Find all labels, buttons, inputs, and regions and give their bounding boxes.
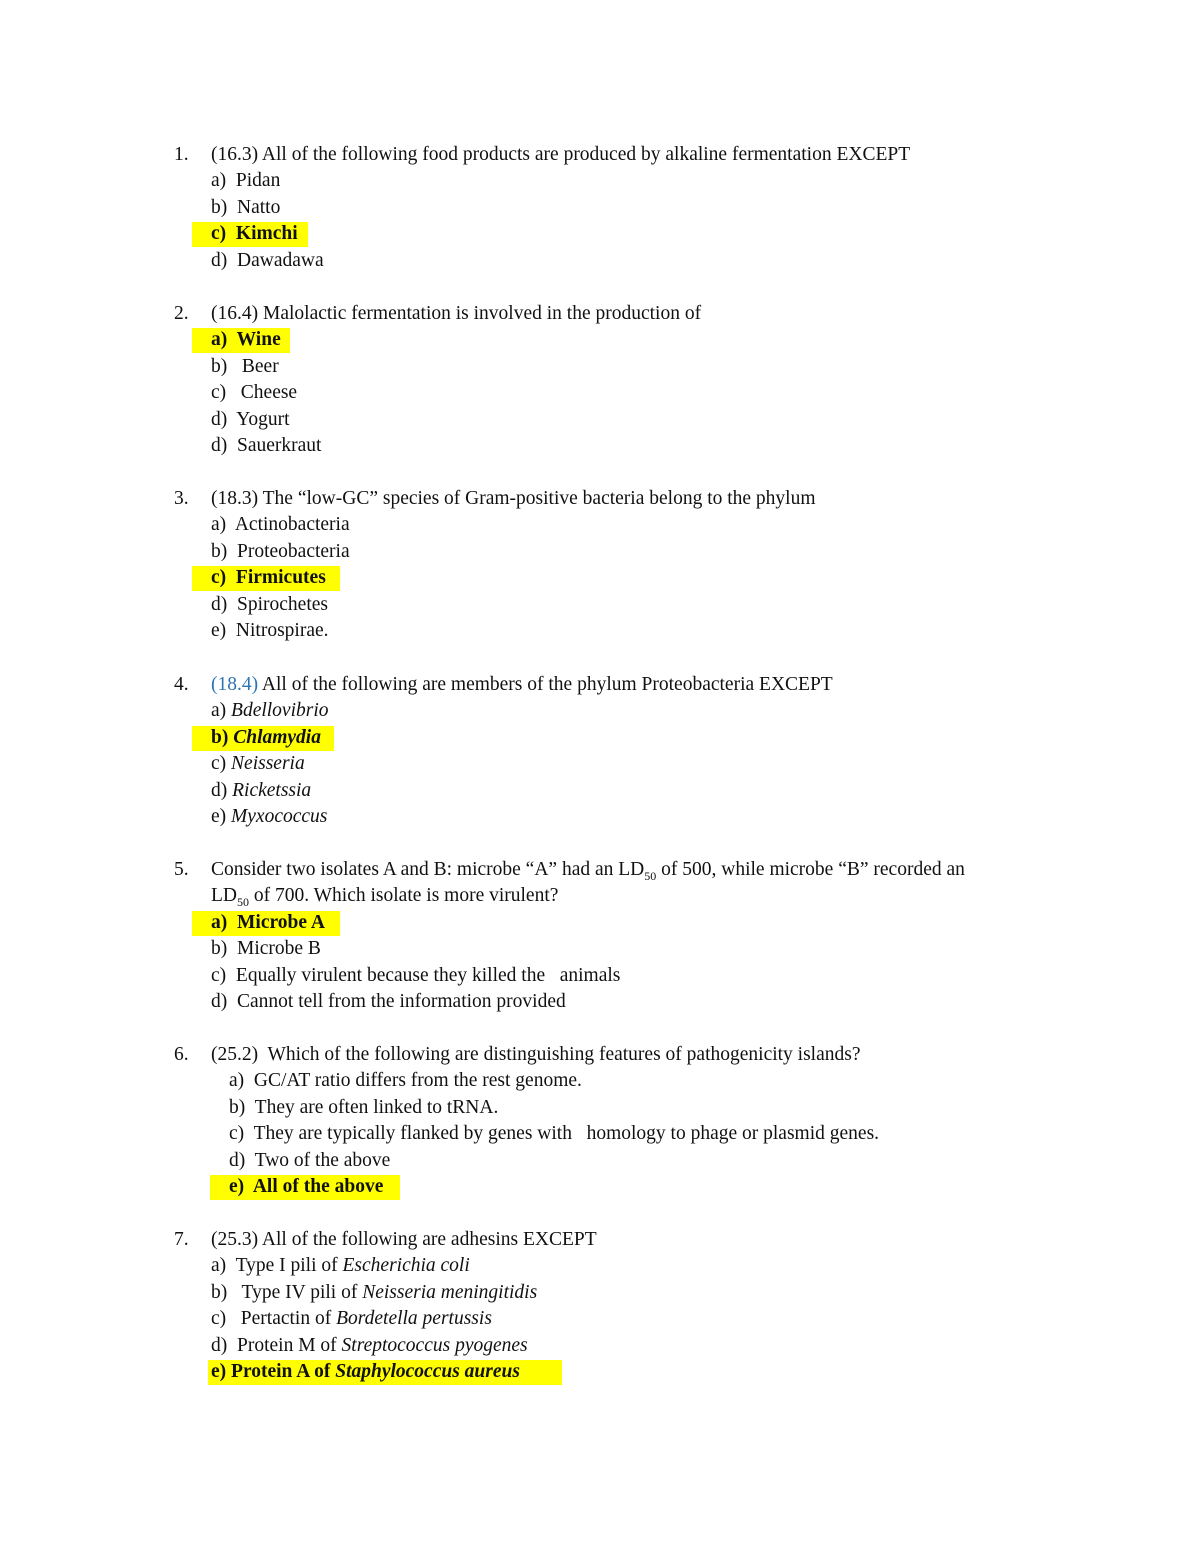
option-a: a) Type I pili of Escherichia coli [211, 1255, 470, 1277]
option-c: c) Equally virulent because they killed the animals [211, 964, 621, 986]
question-number: 7. [174, 1229, 189, 1250]
option-b: b) Microbe B [211, 938, 321, 960]
section-ref: (18.3) [211, 488, 259, 509]
option-b: b) Natto [211, 196, 281, 218]
option-e: d) Sauerkraut [211, 435, 322, 457]
question-number: 2. [174, 303, 189, 324]
option-e: e) Nitrospirae. [211, 620, 329, 642]
question-text: (25.3) All of the following are adhesins EXCEPT [211, 1229, 597, 1250]
question-text: (18.3) The “low-GC” species of Gram-positive bacteria belong to the phylum [211, 488, 816, 509]
question-number: 5. [174, 859, 189, 880]
option-a-correct: a) Wine [174, 327, 1074, 354]
option-b-correct: b) Chlamydia [174, 725, 1074, 752]
option-c: c) Pertactin of Bordetella pertussis [211, 1308, 492, 1330]
section-ref: (16.3) [211, 144, 259, 165]
option-e-correct: e) Protein A of Staphylococcus aureus [174, 1359, 1074, 1386]
question-text: (16.4) Malolactic fermentation is involved in the production of [211, 303, 702, 324]
question-number: 4. [174, 674, 189, 695]
option-a: a) Pidan [211, 170, 281, 192]
question-7 [174, 1227, 1074, 1386]
question-number: 6. [174, 1044, 189, 1065]
option-a: a) Actinobacteria [211, 514, 350, 536]
section-ref: (25.2) [211, 1044, 259, 1065]
option-d: d) Dawadawa [211, 249, 324, 271]
question-5 [174, 857, 1074, 1016]
question-2 [174, 301, 1074, 460]
question-number: 3. [174, 488, 189, 509]
option-d: d) Protein M of Streptococcus pyogenes [211, 1334, 528, 1356]
question-1 [174, 142, 1074, 274]
option-b: b) Proteobacteria [211, 540, 350, 562]
option-e-correct: e) All of the above [174, 1174, 1074, 1201]
option-a: a) Bdellovibrio [211, 700, 329, 722]
option-d: d) Ricketssia [211, 779, 312, 801]
option-a: a) GC/AT ratio differs from the rest genome. [229, 1070, 582, 1092]
option-c: c) Neisseria [211, 753, 305, 775]
option-b: b) They are often linked to tRNA. [229, 1096, 499, 1118]
question-text: (16.3) All of the following food products are produced by alkaline fermentation EXCEPT [211, 144, 911, 165]
question-6 [174, 1042, 1074, 1201]
question-4 [174, 672, 1074, 831]
option-d: d) Yogurt [211, 408, 290, 430]
section-ref: (16.4) [211, 303, 259, 324]
question-text-line-1: Consider two isolates A and B: microbe “A” had an $LD_{50}$ of 500, while microbe “B” recorded an [211, 859, 965, 883]
option-c-correct: c) Kimchi [174, 221, 1074, 248]
option-e: e) Myxococcus [211, 806, 328, 828]
option-c: c) Cheese [211, 382, 298, 404]
section-ref-link[interactable]: (18.4) [211, 674, 259, 695]
question-text: (25.2) Which of the following are distinguishing features of pathogenicity islands? [211, 1044, 861, 1065]
option-b: b) Beer [211, 355, 279, 377]
question-text: (18.4) All of the following are members of the phylum Proteobacteria EXCEPT [211, 674, 833, 695]
option-c: c) They are typically flanked by genes with homology to phage or plasmid genes. [229, 1123, 880, 1145]
option-b: b) Type IV pili of Neisseria meningitidis [211, 1281, 538, 1303]
option-a-correct: a) Microbe A [174, 910, 1074, 937]
question-3 [174, 486, 1074, 645]
question-number: 1. [174, 144, 189, 165]
question-text-line-2: $LD_{50}$ of 700. Which isolate is more virulent? [211, 885, 559, 910]
section-ref: (25.3) [211, 1229, 259, 1250]
option-c-correct: c) Firmicutes [174, 565, 1074, 592]
option-d: d) Two of the above [229, 1149, 391, 1171]
option-d: d) Cannot tell from the information provided [211, 991, 566, 1013]
option-d: d) Spirochetes [211, 593, 328, 615]
